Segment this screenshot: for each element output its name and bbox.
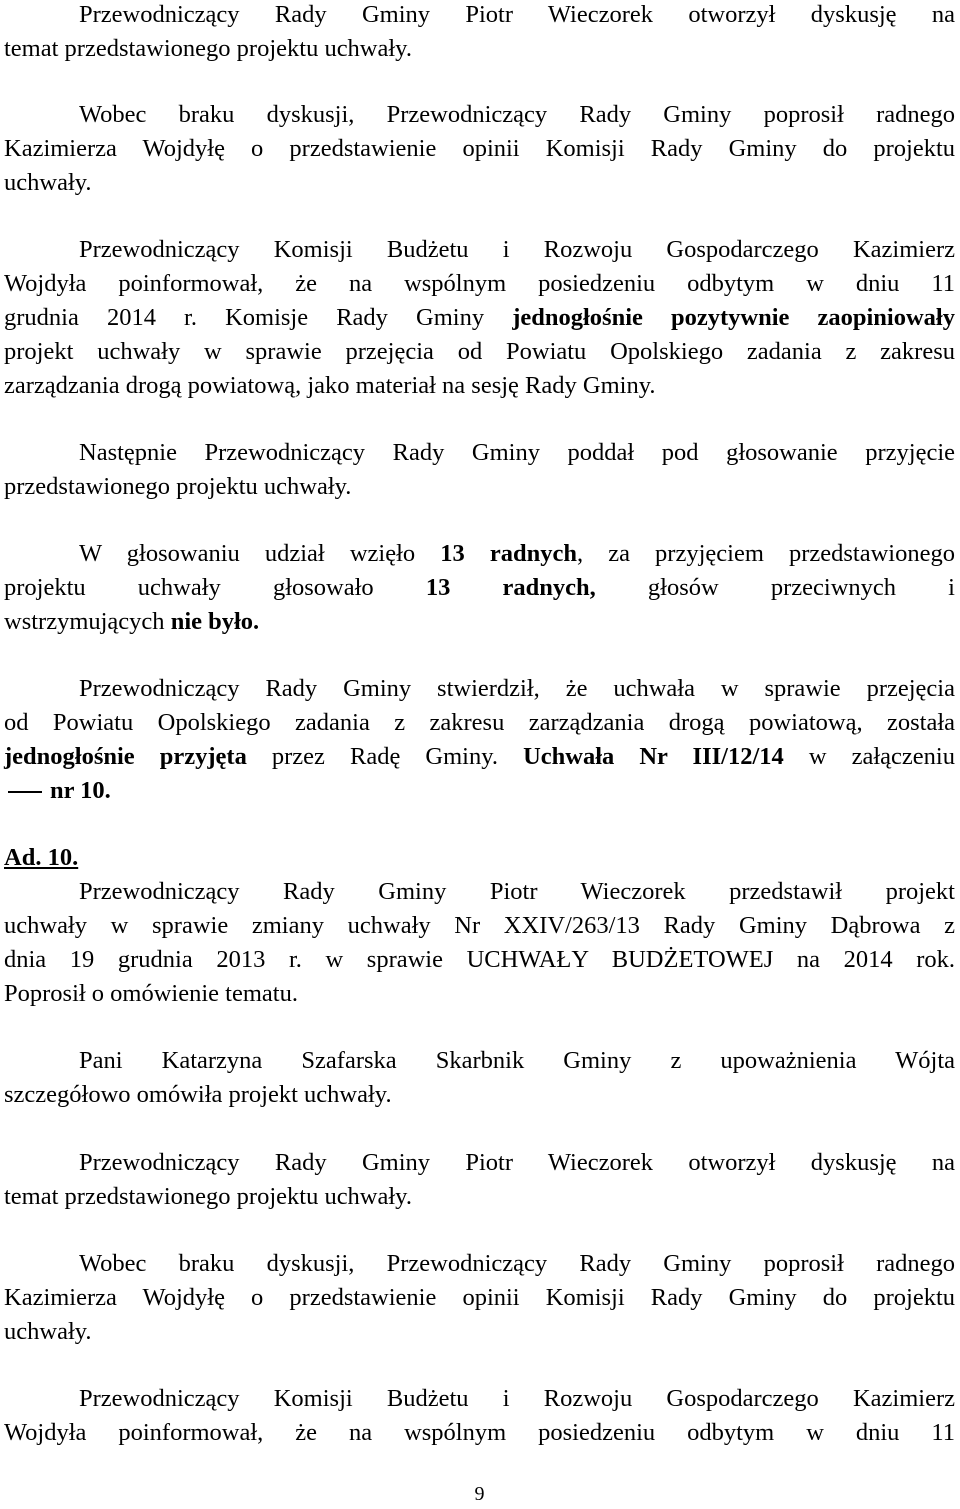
paragraph-line: temat przedstawionego projektu uchwały. (4, 1183, 412, 1210)
paragraph-line: zarządzania drogą powiatową, jako materiał na sesję Rady Gminy. (4, 372, 656, 399)
paragraph-line (4, 303, 955, 333)
paragraph-line: Wojdyła poinformował, że na wspólnym posiedzeniu odbytym w dniu 11 (4, 1419, 955, 1446)
paragraph-line: Wobec braku dyskusji, Przewodniczący Rady Gminy poprosił radnego (79, 1250, 955, 1277)
paragraph-line: Przewodniczący Komisji Budżetu i Rozwoju Gospodarczego Kazimierz (79, 1385, 955, 1412)
paragraph-line: szczegółowo omówiła projekt uchwały. (4, 1081, 392, 1108)
bold-text: nie było. (170, 608, 260, 635)
paragraph-line: projekt uchwały w sprawie przejęcia od Powiatu Opolskiego zadania z zakresu (4, 338, 955, 365)
paragraph-line: Następnie Przewodniczący Rady Gminy poddał pod głosowanie przyjęcie (79, 439, 955, 466)
text-run: , za przyjęciem przedstawionego (576, 540, 955, 567)
text-run: W głosowaniu udział wzięło (79, 540, 441, 567)
text-run: przez Radę Gminy. (246, 743, 524, 770)
document-page (4, 0, 955, 1509)
heading-text: Ad. 10. (4, 844, 79, 871)
text-run: w załączeniu (783, 743, 955, 770)
paragraph-line (4, 539, 955, 569)
paragraph-line: Przewodniczący Komisji Budżetu i Rozwoju Gospodarczego Kazimierz (79, 236, 955, 263)
paragraph-line: Przewodniczący Rady Gminy stwierdził, że uchwała w sprawie przejęcia (79, 675, 955, 702)
text-run: głosów przeciwnych i (595, 574, 955, 601)
text-run: projektu uchwały głosowało (4, 574, 426, 601)
bold-text: nr 10. (50, 777, 111, 804)
bold-text: Uchwała Nr III/12/14 (523, 743, 784, 770)
paragraph-line: Wojdyła poinformował, że na wspólnym posiedzeniu odbytym w dniu 11 (4, 270, 955, 297)
text-run: wstrzymujących (4, 608, 171, 635)
bold-text: 13 radnych, (425, 574, 596, 601)
paragraph-line (4, 776, 955, 806)
paragraph-line: od Powiatu Opolskiego zadania z zakresu zarządzania drogą powiatową, została (4, 709, 955, 736)
paragraph-line (4, 742, 955, 772)
paragraph-line: Pani Katarzyna Szafarska Skarbnik Gminy z upoważnienia Wójta (79, 1047, 955, 1074)
paragraph-line: uchwały. (4, 169, 92, 196)
paragraph-line: Przewodniczący Rady Gminy Piotr Wieczorek przedstawił projekt (79, 878, 955, 905)
paragraph-line: Przewodniczący Rady Gminy Piotr Wieczorek otworzył dyskusję na (79, 1, 955, 28)
section-heading (4, 843, 955, 873)
paragraph-line (4, 573, 955, 603)
paragraph-line: uchwały. (4, 1318, 92, 1345)
paragraph-line: Kazimierza Wojdyłę o przedstawienie opinii Komisji Rady Gminy do projektu (4, 1284, 955, 1311)
bold-text: 13 radnych (440, 540, 577, 567)
bold-text: jednogłośnie przyjęta (4, 743, 247, 770)
paragraph-line: temat przedstawionego projektu uchwały. (4, 35, 412, 62)
paragraph-line: przedstawionego projektu uchwały. (4, 473, 352, 500)
page-number: 9 (474, 1483, 485, 1505)
paragraph-line: uchwały w sprawie zmiany uchwały Nr XXIV/263/13 Rady Gminy Dąbrowa z (4, 912, 955, 939)
paragraph-line: dnia 19 grudnia 2013 r. w sprawie UCHWAŁY BUDŻETOWEJ na 2014 rok. (4, 946, 955, 973)
dash-mark (8, 791, 42, 793)
paragraph-line (4, 607, 955, 637)
paragraph-line: Przewodniczący Rady Gminy Piotr Wieczorek otworzył dyskusję na (79, 1149, 955, 1176)
paragraph-line: Kazimierza Wojdyłę o przedstawienie opinii Komisji Rady Gminy do projektu (4, 135, 955, 162)
bold-text: jednogłośnie pozytywnie zaopiniowały (512, 304, 955, 331)
text-run: grudnia 2014 r. Komisje Rady Gminy (4, 304, 513, 331)
paragraph-line: Wobec braku dyskusji, Przewodniczący Rady Gminy poprosił radnego (79, 101, 955, 128)
paragraph-line: Poprosił o omówienie tematu. (4, 980, 298, 1007)
